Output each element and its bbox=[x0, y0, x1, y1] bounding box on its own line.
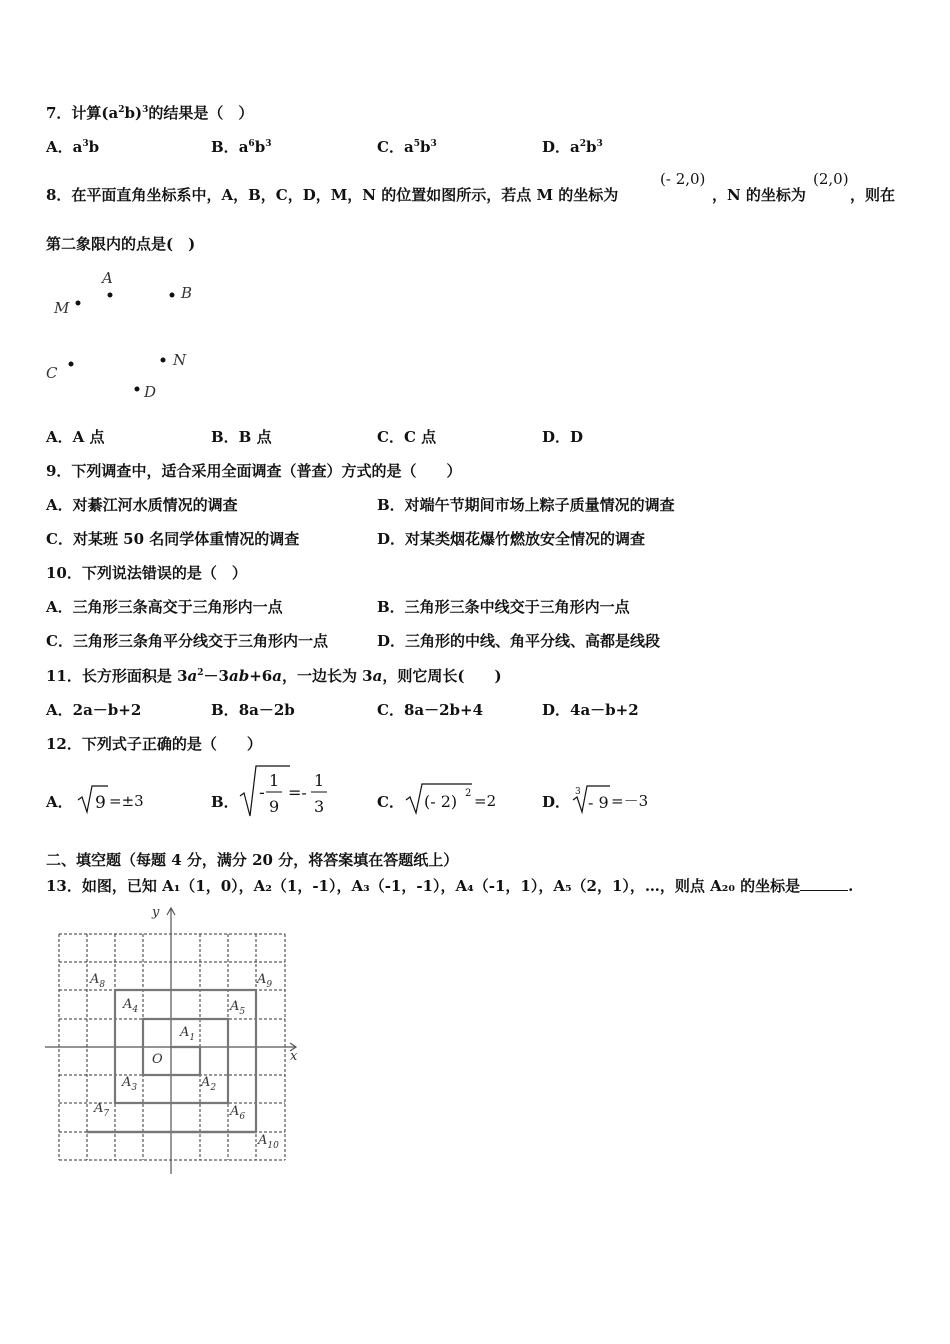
q8-point-n bbox=[161, 358, 166, 363]
q13-label-a4: $A_4$ bbox=[123, 997, 139, 1015]
q8-stem-part3: ，则在 bbox=[850, 186, 896, 204]
q9-option-b[interactable]: B．对端午节期间市场上粽子质量情况的调查 bbox=[377, 496, 675, 514]
q11-option-a[interactable]: A．2a－b+2 bbox=[46, 701, 142, 719]
q12-option-b-label: B． bbox=[211, 793, 239, 811]
q8-point-b bbox=[170, 293, 175, 298]
q8-point-a bbox=[108, 293, 113, 298]
q8-option-a[interactable]: A．A 点 bbox=[46, 428, 105, 446]
svg-text:=2: =2 bbox=[474, 792, 497, 810]
q8-point-m bbox=[76, 301, 81, 306]
q8-point-a-label: A bbox=[102, 269, 113, 287]
q8-point-n-label: N bbox=[173, 351, 187, 369]
q12-option-c-label: C． bbox=[377, 793, 404, 811]
q13-label-a2: $A_2$ bbox=[201, 1075, 217, 1093]
q8-coord-n: (2,0) bbox=[813, 170, 849, 188]
q12-option-d[interactable] bbox=[570, 782, 660, 816]
q13-answer-blank[interactable] bbox=[800, 878, 848, 891]
q8-stem-part2: ，N 的坐标为 bbox=[712, 186, 806, 204]
q8-option-d[interactable]: D．D bbox=[542, 428, 584, 446]
q8-point-m-label: M bbox=[54, 299, 70, 317]
q8-stem: 8．在平面直角坐标系中，A，B，C，D，M，N 的位置如图所示，若点 M 的坐标为 bbox=[46, 186, 619, 204]
q13-label-a8: $A_8$ bbox=[90, 972, 106, 990]
q13-label-a5: $A_5$ bbox=[230, 999, 246, 1017]
q11-stem: 11．长方形面积是 $3a^2-3ab+6a$，一边长为 3a，则它周长( ) bbox=[46, 667, 502, 685]
svg-text:-: - bbox=[259, 783, 265, 803]
q7-option-d[interactable]: D．$a^2b^3$ bbox=[542, 138, 603, 156]
svg-text:=±3: =±3 bbox=[109, 792, 144, 810]
q13-origin: O bbox=[152, 1052, 163, 1067]
q12-option-a-label: A． bbox=[46, 793, 73, 811]
svg-text:3: 3 bbox=[314, 797, 325, 816]
q13-label-a7: $A_7$ bbox=[94, 1101, 110, 1119]
q7-option-b[interactable]: B．$a^6b^3$ bbox=[211, 138, 272, 156]
svg-text:1: 1 bbox=[314, 771, 325, 790]
svg-text:- 9: - 9 bbox=[588, 793, 609, 812]
q10-option-d[interactable]: D．三角形的中线、角平分线、高都是线段 bbox=[377, 632, 661, 650]
q8-coord-m: (- 2,0) bbox=[660, 170, 706, 188]
q8-point-b-label: B bbox=[181, 284, 193, 302]
q12-option-c[interactable] bbox=[404, 780, 514, 816]
q11-option-b[interactable]: B．8a－2b bbox=[211, 701, 295, 719]
q12-stem: 12．下列式子正确的是（ ） bbox=[46, 735, 262, 753]
q13-label-a3: $A_3$ bbox=[122, 1075, 138, 1093]
q13-axis-y: y bbox=[152, 905, 160, 920]
q10-option-a[interactable]: A．三角形三条高交于三角形内一点 bbox=[46, 598, 283, 616]
q9-option-c[interactable]: C．对某班 50 名同学体重情况的调查 bbox=[46, 530, 300, 548]
q13-label-a6: $A_6$ bbox=[230, 1104, 246, 1122]
svg-text:2: 2 bbox=[465, 788, 472, 799]
svg-text:3: 3 bbox=[575, 787, 581, 797]
svg-text:(- 2): (- 2) bbox=[424, 792, 458, 811]
q10-option-c[interactable]: C．三角形三条角平分线交于三角形内一点 bbox=[46, 632, 328, 650]
svg-text:1: 1 bbox=[269, 771, 280, 790]
q7-option-c[interactable]: C．$a^5b^3$ bbox=[377, 138, 437, 156]
q11-option-d[interactable]: D．4a－b+2 bbox=[542, 701, 639, 719]
q13-label-a9: $A_9$ bbox=[257, 972, 273, 990]
q12-option-d-label: D． bbox=[542, 793, 571, 811]
q8-point-d-label: D bbox=[144, 383, 157, 401]
q11-option-c[interactable]: C．8a－2b+4 bbox=[377, 701, 484, 719]
q7-stem: 7．计算$(a^2b)^3$的结果是（ ） bbox=[46, 104, 254, 122]
q13-axis-x: x bbox=[290, 1049, 298, 1064]
q13-label-a10: $A_{10}$ bbox=[258, 1133, 279, 1151]
q13-figure bbox=[40, 900, 310, 1180]
q8-point-d bbox=[135, 387, 140, 392]
q8-option-b[interactable]: B．B 点 bbox=[211, 428, 272, 446]
section2-heading: 二、填空题（每题 4 分，满分 20 分，将答案填在答题纸上） bbox=[46, 851, 459, 869]
q13-label-a1: $A_1$ bbox=[180, 1025, 196, 1043]
svg-text:9: 9 bbox=[269, 797, 280, 816]
q8-stem-line2: 第二象限内的点是( ) bbox=[46, 235, 196, 253]
q13-stem: 13．如图，已知 A₁（1，0），A₂（1，-1），A₃（-1，-1），A₄（-1，1），A₅（2，1），…，则点 A₂₀ 的坐标是 . bbox=[46, 877, 854, 895]
q9-option-d[interactable]: D．对某类烟花爆竹燃放安全情况的调查 bbox=[377, 530, 646, 548]
q10-stem: 10．下列说法错误的是（ ） bbox=[46, 564, 247, 582]
q8-option-c[interactable]: C．C 点 bbox=[377, 428, 437, 446]
q10-option-b[interactable]: B．三角形三条中线交于三角形内一点 bbox=[377, 598, 630, 616]
q7-option-a[interactable]: A．$a^3b$ bbox=[46, 138, 100, 156]
svg-text:=-: =- bbox=[288, 783, 307, 802]
q12-option-b[interactable] bbox=[238, 762, 338, 820]
q9-option-a[interactable]: A．对綦江河水质情况的调查 bbox=[46, 496, 238, 514]
q9-stem: 9．下列调查中，适合采用全面调查（普查）方式的是（ ） bbox=[46, 462, 462, 480]
svg-text:=－3: =－3 bbox=[611, 792, 649, 810]
q8-point-c bbox=[69, 362, 74, 367]
q8-point-c-label: C bbox=[46, 364, 58, 382]
q8-figure bbox=[40, 265, 220, 410]
svg-text:9: 9 bbox=[95, 793, 106, 813]
q12-option-a[interactable] bbox=[76, 782, 146, 816]
